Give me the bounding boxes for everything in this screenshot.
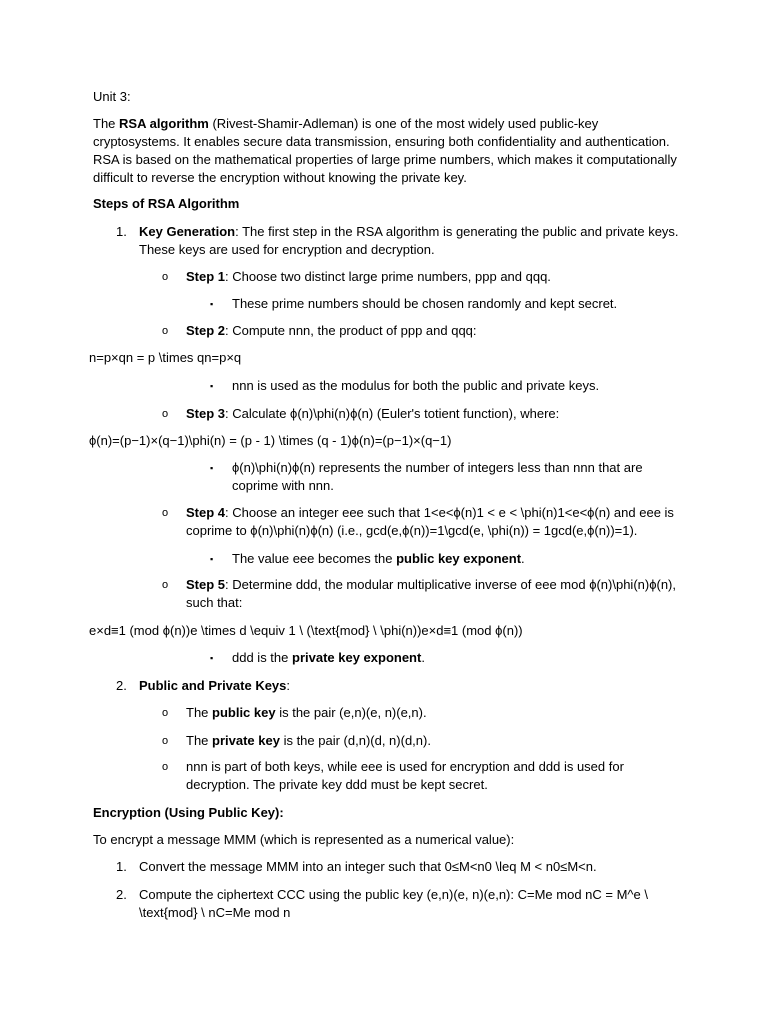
intro-rest: (Rivest-Shamir-Adleman) is one of the most widely used public-key cryptosystems. It enables secure data transmission, ensuring both confidentiality and authentication. RSA is based on the mathematical properties of large prime numbers, which makes it computationally difficult to reverse the encryption without knowing the private key. [93,116,677,185]
pk2-bullet: o [162,735,169,747]
step3-sub-bullet: ▪ [210,463,214,473]
item1-bold: Key Generation [139,224,236,239]
item2-text [139,677,684,695]
step5-rest: : Determine ddd, the modular multiplicative inverse of eee mod ϕ(n)\phi(n)ϕ(n), such that: [186,577,676,610]
step2-sub-bullet: ▪ [210,381,214,391]
step4-sub-bold: public key exponent [396,551,522,566]
step1-sub-bullet: ▪ [210,299,214,309]
step5-sub-post: . [421,650,425,665]
intro-bold: RSA algorithm [119,116,209,131]
step2-bullet: o [162,325,169,337]
item1-rest: : The first step in the RSA algorithm is generating the public and private keys. These keys are used for encryption and decryption. [139,224,679,257]
intro-pre: The [93,116,120,131]
step3-bullet: o [162,408,169,420]
item2-bold: Public and Private Keys [139,678,287,693]
pk2-post: is the pair (d,n)(d, n)(d,n). [279,733,431,748]
encryption-heading: Encryption (Using Public Key): [93,805,284,820]
intro-paragraph [93,115,683,187]
step4-sub-post: . [521,551,525,566]
pk1-pre: The [186,705,213,720]
step3-text [186,405,686,423]
step5-bullet: o [162,579,169,591]
step4-sub-text [232,550,682,568]
pk1-post: is the pair (e,n)(e, n)(e,n). [275,705,427,720]
equation-phi: ϕ(n)=(p−1)×(q−1)\phi(n) = (p - 1) \times (q - 1)ϕ(n)=(p−1)×(q−1) [89,433,452,448]
step3-bold: Step 3 [186,406,226,421]
step5-bold: Step 5 [186,577,226,592]
pk1-bullet: o [162,707,169,719]
unit-heading: Unit 3: [93,89,131,104]
pk2-text [186,732,686,750]
item2-rest: : [286,678,291,693]
pk2-bold: private key [212,733,280,748]
step5-text [186,576,686,612]
equation-ed: e×d≡1 (mod ϕ(n))e \times d \equiv 1 \ (\text{mod} \ \phi(n))e×d≡1 (mod ϕ(n)) [89,623,523,638]
step5-sub-bold: private key exponent [292,650,422,665]
item1-number: 1. [116,224,127,239]
enc1-number: 1. [116,859,127,874]
encryption-intro: To encrypt a message MMM (which is represented as a numerical value): [93,832,515,847]
item2-number: 2. [116,678,127,693]
pk1-bold: public key [212,705,276,720]
step2-sub-text: nnn is used as the modulus for both the public and private keys. [232,378,600,393]
step1-bold: Step 1 [186,269,226,284]
step2-rest: : Compute nnn, the product of ppp and qqq: [225,323,477,338]
equation-n: n=p×qn = p \times qn=p×q [89,350,242,365]
step5-sub-text [232,649,682,667]
step4-bullet: o [162,507,169,519]
step4-rest: : Choose an integer eee such that 1<e<ϕ(n)1 < e < \phi(n)1<e<ϕ(n) and eee is coprime to ϕ(n)\phi(n)ϕ(n) (i.e., gcd⁡(e,ϕ(n))=1\gcd(e, \phi(n)) = 1gcd(e,ϕ(n))=1). [186,505,674,538]
enc2-text: Compute the ciphertext CCC using the public key (e,n)(e, n)(e,n): C=Me mod nC = M^e \ \text{mod} \ nC=Me mod n [139,887,648,920]
step4-sub-bullet: ▪ [210,554,214,564]
item1-text [139,223,684,259]
pk3-text: nnn is part of both keys, while eee is used for encryption and ddd is used for decryption. The private key ddd must be kept secret. [186,759,624,792]
step2-bold: Step 2 [186,323,226,338]
steps-heading: Steps of RSA Algorithm [93,196,240,211]
pk3-bullet: o [162,761,169,773]
step1-bullet: o [162,271,169,283]
step5-sub-pre: ddd is the [232,650,292,665]
pk1-text [186,704,686,722]
step3-sub-text: ϕ(n)\phi(n)ϕ(n) represents the number of integers less than nnn that are coprime with nnn. [232,460,643,493]
step5-sub-bullet: ▪ [210,653,214,663]
step1-text [186,268,686,286]
step1-sub-text: These prime numbers should be chosen randomly and kept secret. [232,296,618,311]
step2-text [186,322,686,340]
step1-rest: : Choose two distinct large prime numbers, ppp and qqq. [225,269,551,284]
enc2-number: 2. [116,887,127,902]
enc1-text: Convert the message MMM into an integer such that 0≤M<n0 \leq M < n0≤M<n. [139,859,597,874]
step4-bold: Step 4 [186,505,226,520]
step3-rest: : Calculate ϕ(n)\phi(n)ϕ(n) (Euler's totient function), where: [225,406,560,421]
step4-text [186,504,686,540]
pk2-pre: The [186,733,213,748]
step4-sub-pre: The value eee becomes the [232,551,397,566]
